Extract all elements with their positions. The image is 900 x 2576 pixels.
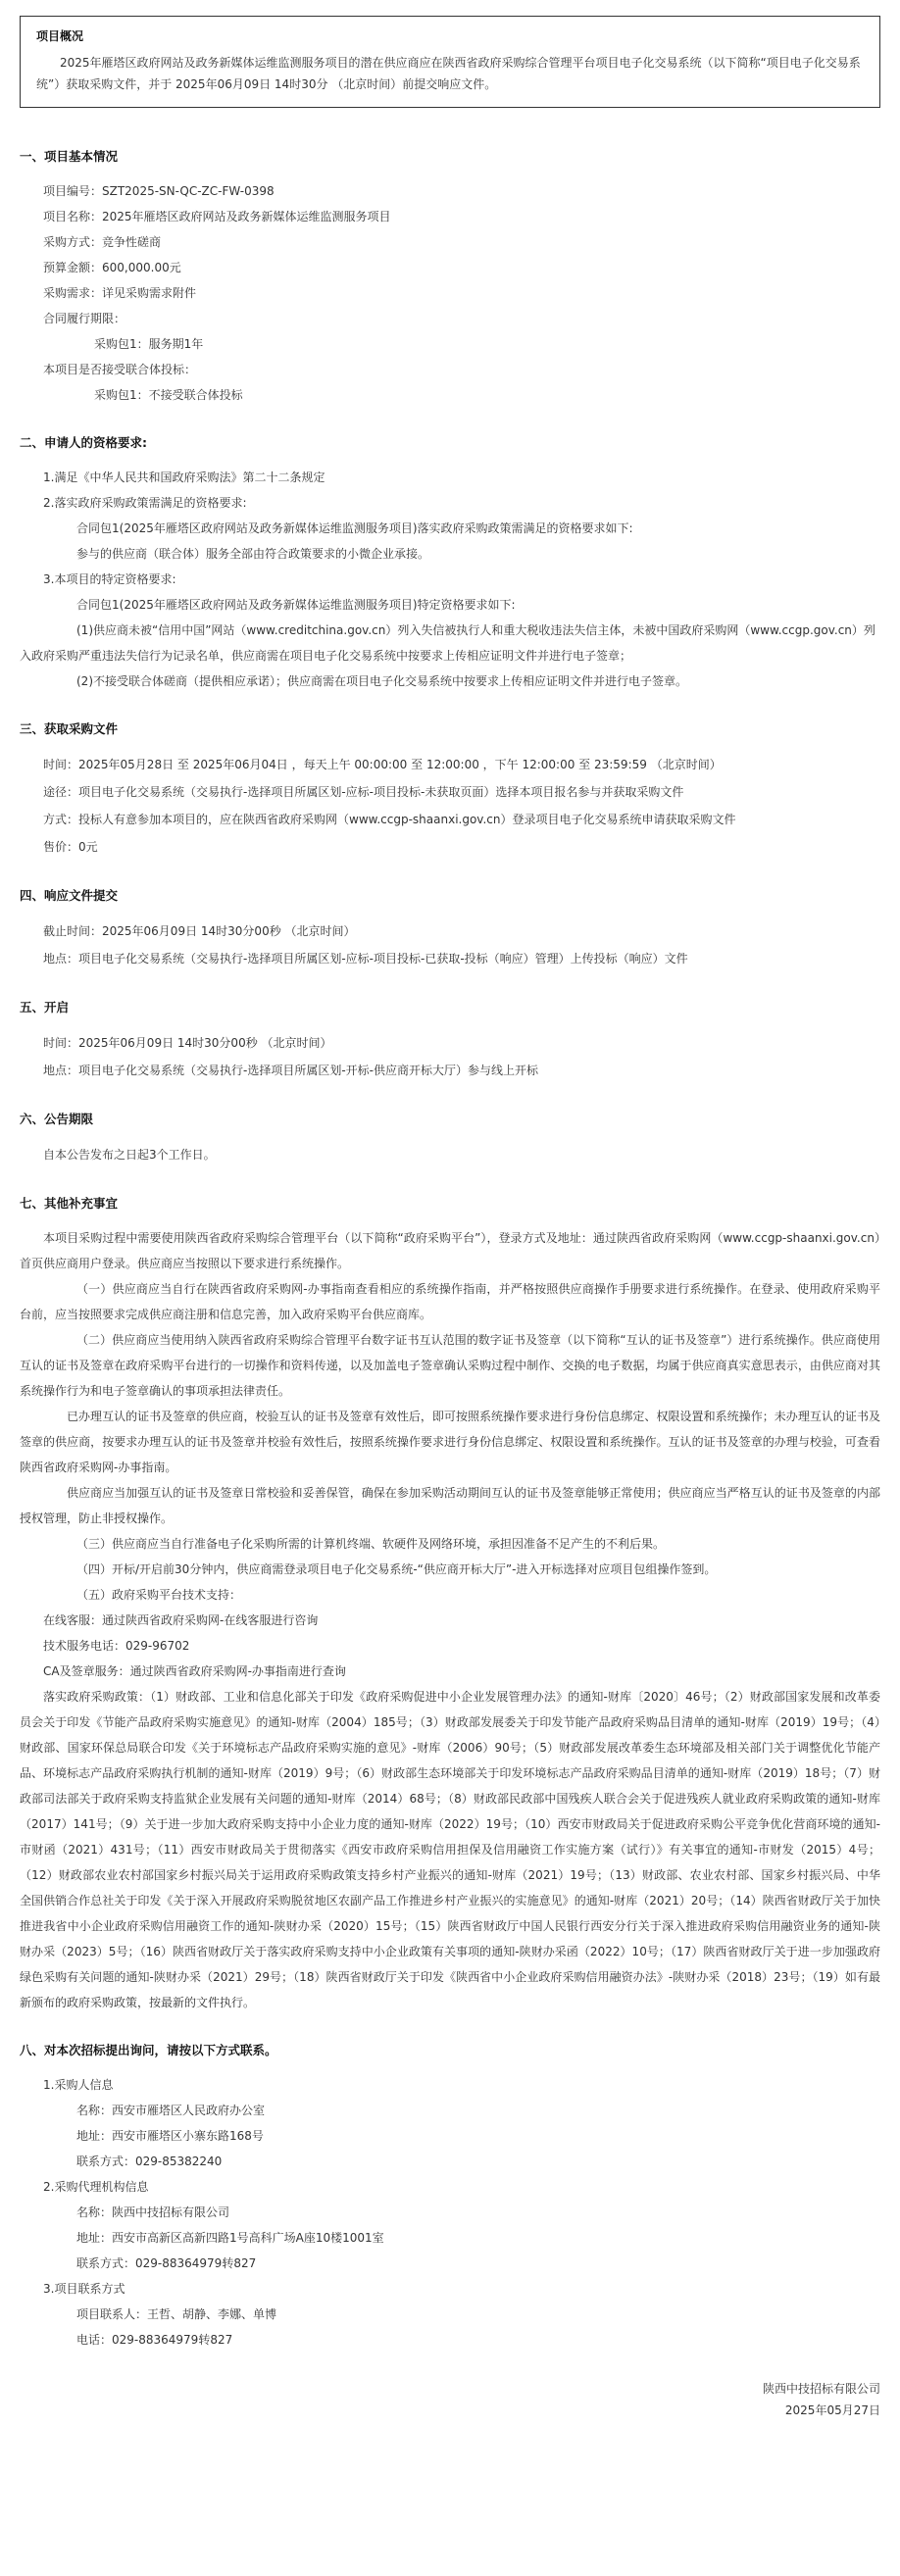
support-ca: CA及签章服务：通过陕西省政府采购网-办事指南进行查询 [43,1664,346,1678]
section-title: 七、其他补充事宜 [20,1196,119,1211]
union-bid-label: 本项目是否接受联合体投标： [43,363,197,376]
section-contact [20,2041,880,2353]
section-submit [20,886,880,972]
other-paragraph: （二）供应商应当使用纳入陕西省政府采购综合管理平台数字证书互认范围的数字证书及签章（以下简称“互认的证书及签章”）进行系统操作。供应商使用互认的证书及签章在政府采购平台进行的一切操作和资料传递，以及加盖电子签章确认采购过程中制作、交换的电子数据，均属于供应商真实意思表示，由供应商对其系统操作行为和电子签章确认的事项承担法律责任。 [20,1333,880,1398]
buyer-name: 名称：西安市雁塔区人民政府办公室 [76,2104,266,2117]
overview-box [20,16,880,108]
budget-amount: 预算金额：600,000.00元 [43,261,181,274]
other-paragraph: （三）供应商应当自行准备电子化采购所需的计算机终端、软硬件及网络环境，承担因准备不足产生的不利后果。 [76,1537,666,1551]
submit-place: 地点：项目电子化交易系统（交易执行-选择项目所属区划-应标-项目投标-已获取-投标（响应）管理）上传投标（响应）文件 [43,952,688,966]
contact-people: 项目联系人：王哲、胡静、李娜、单博 [76,2307,277,2321]
support-online: 在线客服：通过陕西省政府采购网-在线客服进行咨询 [43,1613,319,1627]
other-paragraph: 供应商应当加强互认的证书及签章日常校验和妥善保管，确保在参加采购活动期间互认的证书及签章能够正常使用；供应商应当严格互认的证书及签章的内部授权管理，防止非授权操作。 [20,1486,880,1525]
section-title: 六、公告期限 [20,1112,94,1126]
submit-deadline: 截止时间：2025年06月09日 14时30分00秒 （北京时间） [43,924,356,938]
contact-label: 3.项目联系方式 [43,2282,125,2296]
overview-title: 项目概况 [36,29,84,43]
section-get-documents [20,719,880,861]
get-price: 售价：0元 [43,840,98,854]
qualification-subitem: 参与的供应商（联合体）服务全部由符合政策要求的小微企业承接。 [76,547,430,561]
contract-period-label: 合同履行期限： [43,312,126,325]
agent-phone: 联系方式：029-88364979转827 [76,2256,257,2270]
buyer-address: 地址：西安市雁塔区小寨东路168号 [76,2129,264,2143]
qualification-item: 3.本项目的特定资格要求: [43,572,176,586]
get-time: 时间：2025年05月28日 至 2025年06月04日 ，每天上午 00:00:00 至 12:00:00 ，下午 12:00:00 至 23:59:59 （北京时间） [43,758,722,771]
section-title: 三、获取采购文件 [20,721,119,736]
qualification-subitem: 合同包1(2025年雁塔区政府网站及政务新媒体运维监测服务项目)落实政府采购政策需满足的资格要求如下: [76,521,633,535]
other-paragraph: 已办理互认的证书及签章的供应商，校验互认的证书及签章有效性后，即可按照系统操作要求进行身份信息绑定、权限设置和系统操作；未办理互认的证书及签章的供应商，按要求办理互认的证书及签章并校验有效性后，按照系统操作要求进行身份信息绑定、权限设置和系统操作。互认的证书及签章的办理与校验，可查看陕西省政府采购网-办事指南。 [20,1410,880,1474]
qualification-subitem: (2)不接受联合体磋商（提供相应承诺）；供应商需在项目电子化交易系统中按要求上传相应证明文件并进行电子签章。 [76,674,688,688]
get-way: 途径：项目电子化交易系统（交易执行-选择项目所属区划-应标-项目投标-未获取页面）选择本项目报名参与并获取采购文件 [43,785,684,799]
footer-date: 2025年05月27日 [784,2403,880,2417]
footer-company: 陕西中技招标有限公司 [762,2382,880,2396]
qualification-subitem: (1)供应商未被“信用中国”网站（www.creditchina.gov.cn）列入失信被执行人和重大税收违法失信主体，未被中国政府采购网（www.ccgp.gov.cn）列入政府采购严重违法失信行为记录名单，供应商需在项目电子化交易系统中按要求上传相应证明文件并进行电子签章； [20,623,875,663]
section-qualification [20,433,880,694]
section-other [20,1194,880,2015]
section-title: 八、对本次招标提出询问，请按以下方式联系。 [20,2043,277,2057]
opening-time: 时间：2025年06月09日 14时30分00秒 （北京时间） [43,1036,332,1050]
qualification-item: 2.落实政府采购政策需满足的资格要求: [43,496,247,510]
procurement-demand: 采购需求：详见采购需求附件 [43,286,197,300]
other-paragraph: （四）开标/开启前30分钟内，供应商需登录项目电子化交易系统-“供应商开标大厅”-进入开标选择对应项目包组操作签到。 [76,1562,717,1576]
project-number: 项目编号：SZT2025-SN-QC-ZC-FW-0398 [43,184,275,198]
section-basic-info [20,147,880,408]
other-paragraph: （五）政府采购平台技术支持： [76,1588,242,1602]
section-title: 五、开启 [20,1000,70,1015]
footer [20,2378,880,2421]
opening-place: 地点：项目电子化交易系统（交易执行-选择项目所属区划-开标-供应商开标大厅）参与线上开标 [43,1064,538,1077]
period-text: 自本公告发布之日起3个工作日。 [43,1148,216,1162]
agent-label: 2.采购代理机构信息 [43,2180,149,2194]
other-paragraph: （一）供应商应当自行在陕西省政府采购网-办事指南查看相应的系统操作指南，并严格按照供应商操作手册要求进行系统操作。在登录、使用政府采购平台前，应当按照要求完成供应商注册和信息完善，加入政府采购平台供应商库。 [20,1282,880,1321]
agent-address: 地址：西安市高新区高新四路1号高科广场A座10楼1001室 [76,2231,384,2245]
section-title: 一、项目基本情况 [20,149,119,164]
agent-name: 名称：陕西中技招标有限公司 [76,2205,230,2219]
qualification-item: 1.满足《中华人民共和国政府采购法》第二十二条规定 [43,471,325,484]
section-period [20,1110,880,1168]
support-phone: 技术服务电话：029-96702 [43,1639,190,1653]
other-paragraph: 本项目采购过程中需要使用陕西省政府采购综合管理平台（以下简称“政府采购平台”），登录方式及地址：通过陕西省政府采购网（www.ccgp-shaanxi.gov.cn）首页供应商用户登录。供应商应当按照以下要求进行系统操作。 [20,1231,880,1270]
section-opening [20,998,880,1084]
policy-paragraph: 落实政府采购政策：（1）财政部、工业和信息化部关于印发《政府采购促进中小企业发展管理办法》的通知-财库〔2020〕46号；（2）财政部国家发展和改革委员会关于印发《节能产品政府采购实施意见》的通知-财库（2004）185号；（3）财政部发展委关于印发节能产品政府采购品目清单的通知-财库（2019）19号；（4）财政部、国家环保总局联合印发《关于环境标志产品政府采购实施的意见》-财库（2006）90号；（5）财政部发展改革委生态环境部及相关部门关于调整优化节能产品、环境标志产品政府采购执行机制的通知-财库（2019）9号；（6）财政部生态环境部关于印发环境标志产品政府采购品目清单的通知-财库（2019）18号；（7）财政部司法部关于政府采购支持监狱企业发展有关问题的通知-财库（2014）68号；（8）财政部民政部中国残疾人联合会关于促进残疾人就业政府采购政策的通知-财库（2017）141号；（9）关于进一步加大政府采购支持中小企业力度的通知-财库（2022）19号；（10）西安市财政局关于促进政府采购公平竞争优化营商环境的通知-市财函（2021）431号；（11）西安市财政局关于贯彻落实《西安市政府采购信用担保及信用融资工作实施方案（试行）》有关事宜的通知-市财发（2015）4号；（12）财政部农业农村部国家乡村振兴局关于运用政府采购政策支持乡村产业振兴的通知-财库（2021）19号；（13）财政部、农业农村部、国家乡村振兴局、中华全国供销合作总社关于印发《关于深入开展政府采购脱贫地区农副产品工作推进乡村产业振兴的实施意见》的通知-财库（2021）20号；（14）陕西省财政厅关于加快推进我省中小企业政府采购信用融资工作的通知-陕财办采（2020）15号；（15）陕西省财政厅中国人民银行西安分行关于深入推进政府采购信用融资业务的通知-陕财办采（2023）5号；（16）陕西省财政厅关于落实政府采购支持中小企业政策有关事项的通知-陕财办采函（2022）10号；（17）陕西省财政厅关于进一步加强政府绿色采购有关问题的通知-陕财办采（2021）29号；（18）陕西省财政厅关于印发《陕西省中小企业政府采购信用融资办法》-陕财办采（2018）23号；（19）如有最新颁布的政府采购政策，按最新的文件执行。 [20,1690,880,2009]
overview-text: 2025年雁塔区政府网站及政务新媒体运维监测服务项目的潜在供应商应在陕西省政府采购综合管理平台项目电子化交易系统（以下简称“项目电子化交易系统”）获取采购文件，并于 2025年06月09日 14时30分 （北京时间）前提交响应文件。 [36,56,861,91]
union-bid-item: 采购包1：不接受联合体投标 [94,388,243,402]
get-mode: 方式：投标人有意参加本项目的，应在陕西省政府采购网（www.ccgp-shaanxi.gov.cn）登录项目电子化交易系统申请获取采购文件 [43,813,736,826]
contract-period-item: 采购包1：服务期1年 [94,337,204,351]
section-title: 二、申请人的资格要求: [20,435,147,450]
section-title: 四、响应文件提交 [20,888,119,903]
qualification-subitem: 合同包1(2025年雁塔区政府网站及政务新媒体运维监测服务项目)特定资格要求如下: [76,598,516,612]
announcement-page [20,16,880,2421]
project-name: 项目名称：2025年雁塔区政府网站及政务新媒体运维监测服务项目 [43,210,391,223]
procurement-method: 采购方式：竞争性磋商 [43,235,162,249]
buyer-phone: 联系方式：029-85382240 [76,2155,223,2168]
contact-phone: 电话：029-88364979转827 [76,2333,233,2347]
buyer-label: 1.采购人信息 [43,2078,114,2092]
